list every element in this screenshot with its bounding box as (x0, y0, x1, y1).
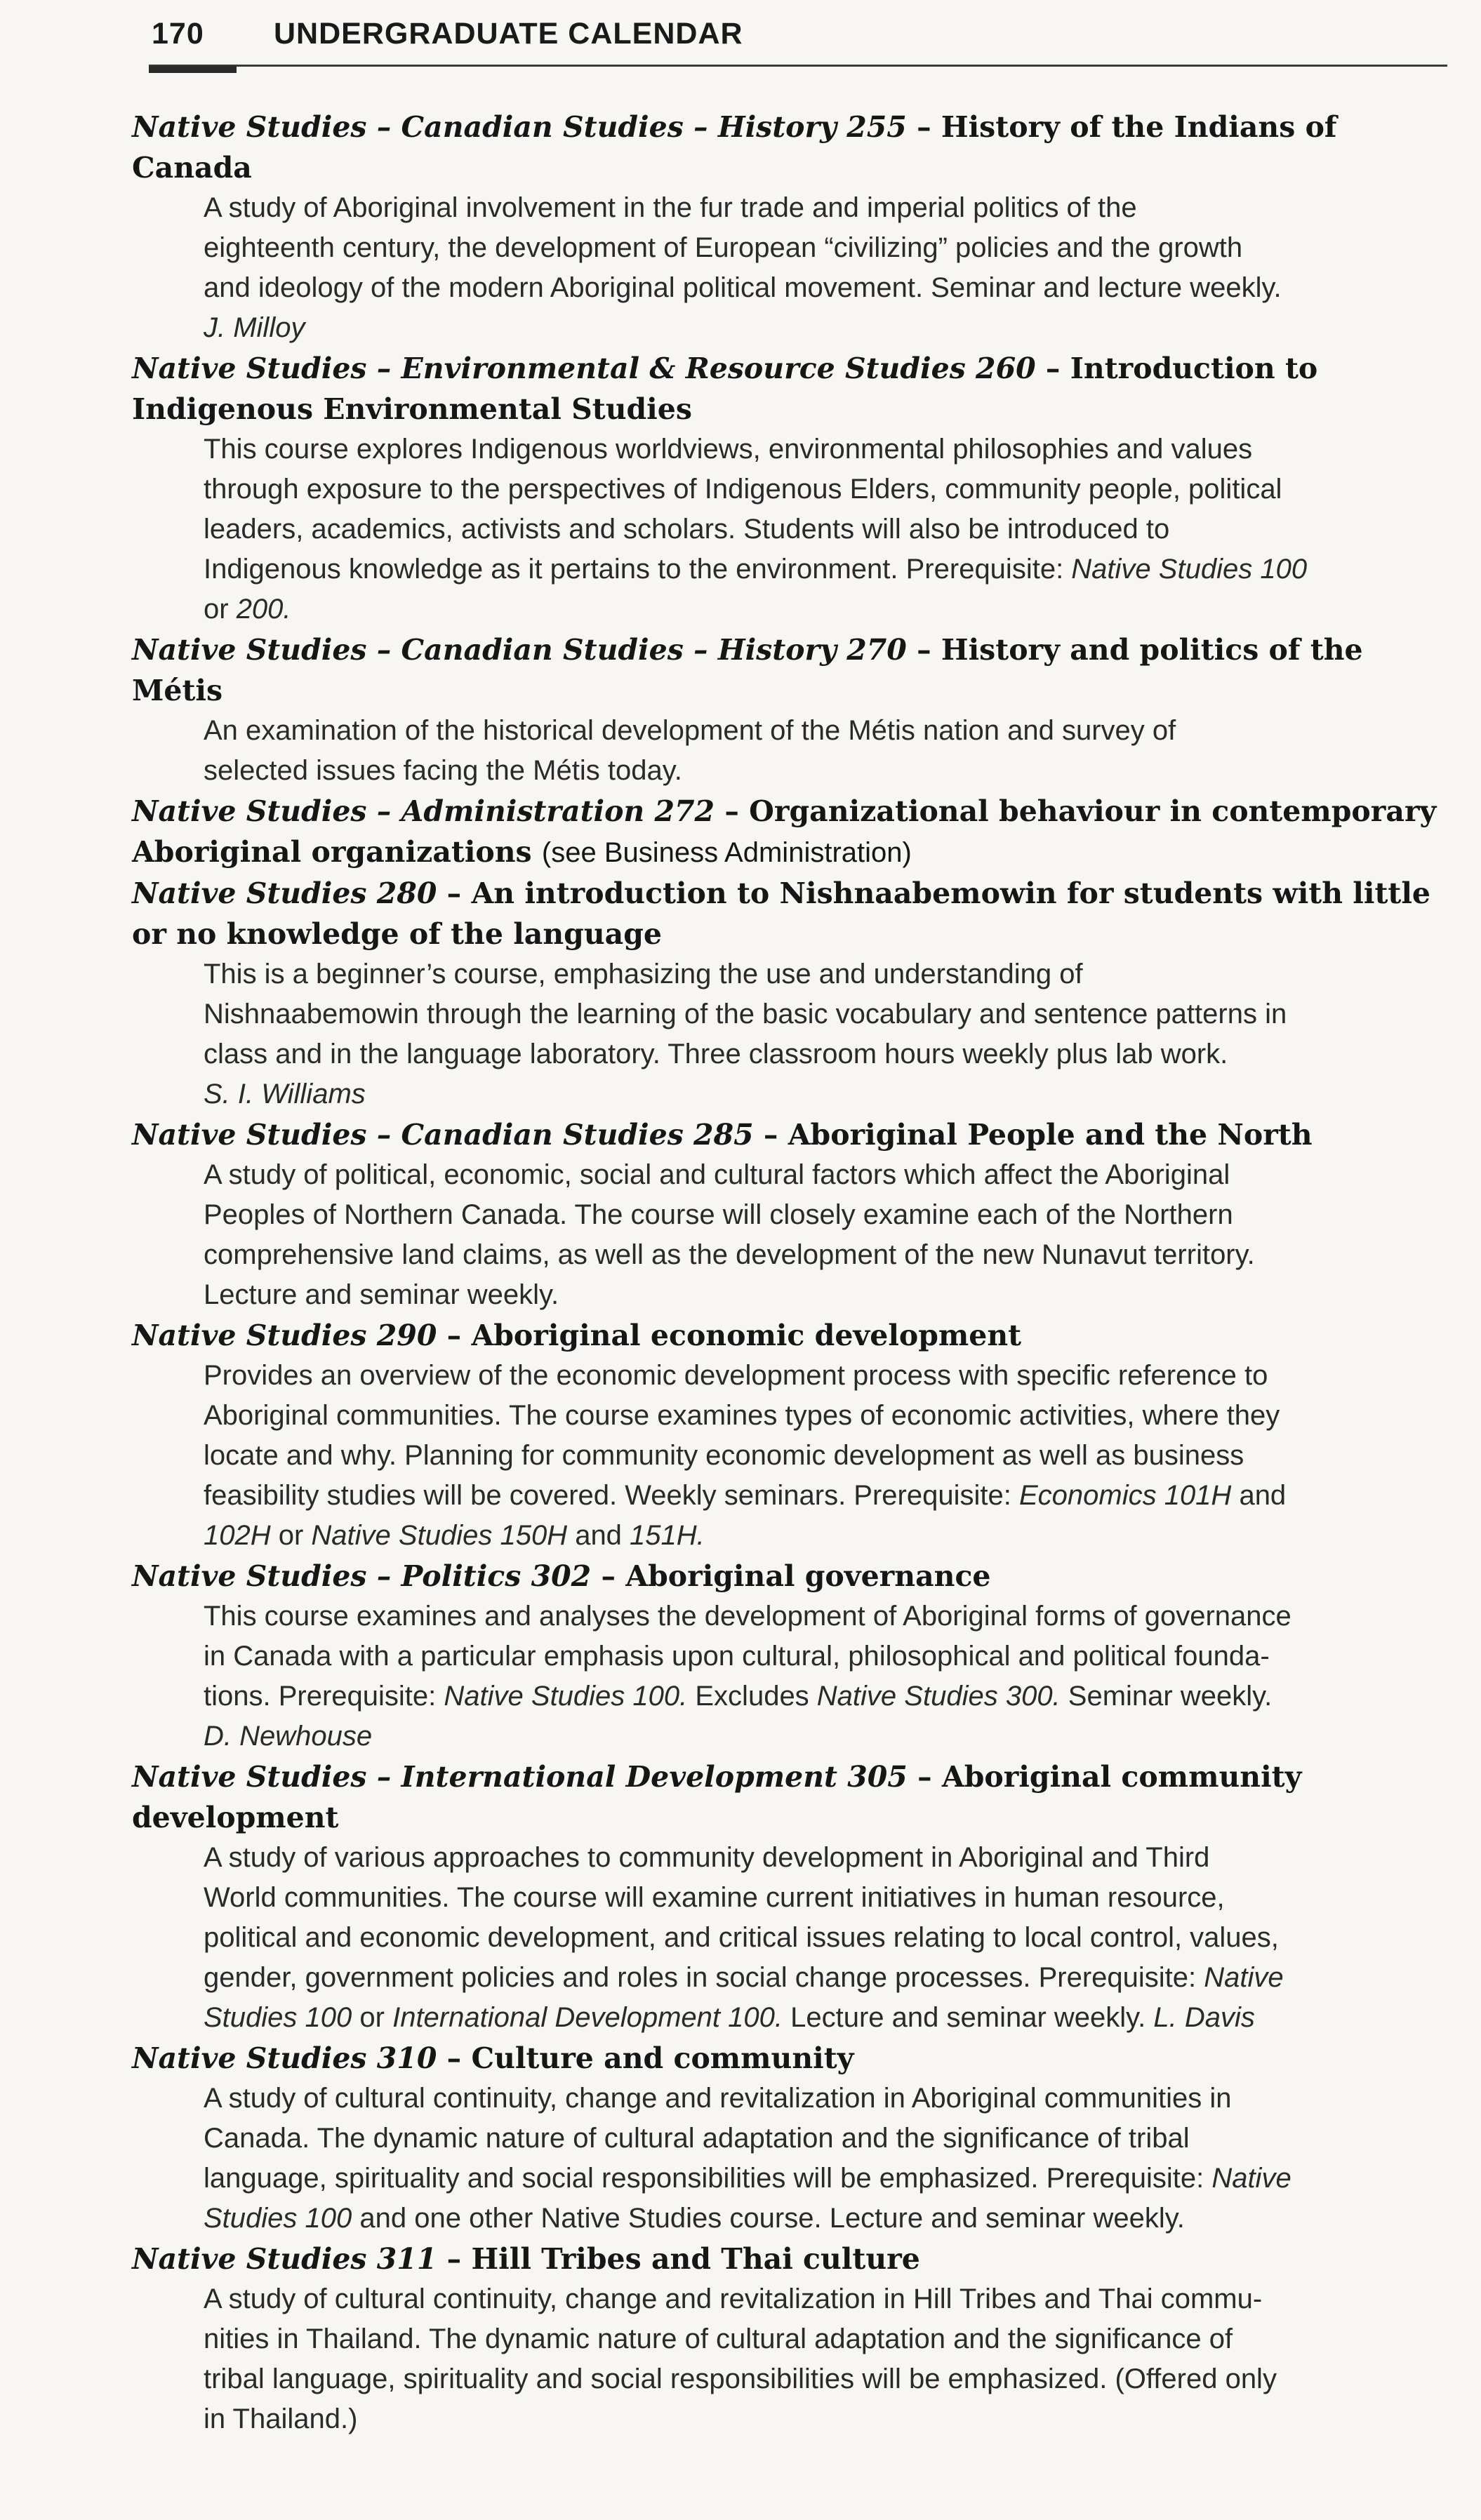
course-department: Native Studies – International Development 305 (132, 1760, 908, 1794)
course-prerequisite: Native Studies 100 (1071, 554, 1308, 585)
course-department: Native Studies – Canadian Studies 285 (132, 1118, 754, 1152)
course-exclusion: Native Studies 300. (816, 1681, 1061, 1712)
course-description-text: This course explores Indigenous worldviews, environmental philosophies and values through exposure to the perspectives of Indigenous Elders, community people, political leaders, academics, activists and scholars. Students will also be introduced to Indigenous knowledge as it pertains to the environment. Prerequisite: (204, 434, 1282, 585)
course-instructor: L. Davis (1153, 2002, 1255, 2033)
course-description (204, 1838, 1437, 2038)
course-description-text: A study of cultural continuity, change and revitalization in Hill Tribes and Thai commu- nities in Thailand. The dynamic nature of cultural adaptation and the significance of tribal language, spirituality and social responsibilities will be emphasized. (Offered only in Thailand.) (204, 2284, 1277, 2434)
course-heading: Native Studies 280 – An introduction to Nishnaabemowin for students with little or no knowledge of the language (132, 876, 1430, 951)
course-description-text: A study of political, economic, social and cultural factors which affect the Aboriginal Peoples of Northern Canada. The course will closely examine each of the Northern comprehensive land claims, as well as the development of the new Nunavut territory. Lecture and seminar weekly. (204, 1159, 1255, 1310)
course-heading: Native Studies 310 – Culture and community (132, 2041, 854, 2075)
course-instructor: D. Newhouse (204, 1721, 373, 1752)
header-rule-block (149, 66, 237, 73)
course-entry (132, 1315, 1437, 1556)
course-description (204, 954, 1437, 1114)
course-description-text: A study of cultural continuity, change and revitalization in Aboriginal communities in Canada. The dynamic nature of cultural adaptation and the significance of tribal language, spirituality and social responsibilities will be emphasized. Prerequisite: (204, 2083, 1232, 2194)
course-heading: Native Studies – Environmental & Resource Studies 260 – Introduction to Indigenous Environmental Studies (132, 352, 1318, 426)
course-description-text: This course examines and analyses the development of Aboriginal forms of governance in Canada with a particular emphasis upon cultural, philosophical and political founda- tions. Prerequisite: (204, 1601, 1291, 1712)
course-instructor: S. I. Williams (204, 1079, 366, 1109)
course-entry (132, 2038, 1437, 2239)
course-heading: Native Studies – Canadian Studies 285 – Aboriginal People and the North (132, 1118, 1313, 1152)
course-description (204, 188, 1437, 348)
course-heading: Native Studies – Administration 272 – Organizational behaviour in contemporary Aboriginal organizations (see Business Administration) (132, 794, 1437, 869)
course-description (204, 1596, 1437, 1756)
course-description-text: An examination of the historical development of the Métis nation and survey of selected issues facing the Métis today. (204, 715, 1176, 786)
course-department: Native Studies 290 (132, 1319, 437, 1352)
course-heading: Native Studies 311 – Hill Tribes and Thai culture (132, 2242, 920, 2276)
course-prerequisite: Native Studies 100. (444, 1681, 688, 1712)
course-heading: Native Studies 290 – Aboriginal economic development (132, 1319, 1022, 1352)
course-department: Native Studies 310 (132, 2041, 437, 2075)
course-entry (132, 1756, 1437, 2038)
course-description-text: Provides an overview of the economic development process with specific reference to Aboriginal communities. The course examines types of economic activities, where they locate and why. Planning for community economic development as well as business feasibility studies will be covered. Weekly seminars. Prerequisite: (204, 1360, 1280, 1511)
course-prerequisite: 151H. (630, 1520, 705, 1551)
course-title: Aboriginal People and the North (788, 1118, 1313, 1152)
header-rule (149, 65, 1447, 67)
course-instructor: J. Milloy (204, 312, 305, 343)
course-department: Native Studies – Canadian Studies – History 270 (132, 633, 907, 667)
course-description (204, 429, 1437, 629)
course-prerequisite: 200. (236, 594, 291, 625)
course-description (204, 2279, 1437, 2439)
course-title: Introduction to Indigenous Environmental Studies (132, 352, 1318, 426)
course-description-text: A study of Aboriginal involvement in the fur trade and imperial politics of the eighteenth century, the development of European “civilizing” policies and the growth and ideology of the modern Aboriginal political movement. Seminar and lecture weekly. (204, 192, 1282, 303)
course-note: (see Business Administration) (541, 837, 912, 868)
course-description (204, 1356, 1437, 1556)
course-department: Native Studies – Politics 302 (132, 1559, 592, 1593)
course-title: History and politics of the Métis (132, 633, 1363, 707)
course-entry (132, 1114, 1437, 1315)
course-description-text: or (204, 594, 229, 625)
course-department: Native Studies 280 (132, 876, 437, 910)
course-entry (132, 2239, 1437, 2439)
course-department: Native Studies – Environmental & Resource Studies 260 (132, 352, 1036, 385)
course-entry (132, 629, 1437, 791)
course-prerequisite: 102H (204, 1520, 271, 1551)
course-heading: Native Studies – Canadian Studies – History 255 – History of the Indians of Canada (132, 110, 1337, 185)
course-description-text: Seminar weekly. (1060, 1681, 1273, 1712)
course-title: Aboriginal governance (625, 1559, 991, 1593)
course-prerequisite: Economics 101H (1018, 1480, 1232, 1511)
course-title: History of the Indians of Canada (132, 110, 1337, 185)
course-description-text: or (270, 1520, 312, 1551)
course-prerequisite: Native Studies 150H (311, 1520, 568, 1551)
course-description-text: This is a beginner’s course, emphasizing the use and understanding of Nishnaabemowin through the learning of the basic vocabulary and sentence patterns in class and in the language laboratory. Three classroom hours weekly plus lab work. (204, 959, 1287, 1069)
course-description (204, 2079, 1437, 2239)
running-head: UNDERGRADUATE CALENDAR (274, 17, 743, 51)
course-title: Hill Tribes and Thai culture (471, 2242, 920, 2276)
course-description (204, 711, 1437, 791)
course-prerequisite: Native Studies 100 (204, 2163, 1291, 2234)
page-number: 170 (152, 17, 204, 51)
course-department: Native Studies – Canadian Studies – History 255 (132, 110, 907, 144)
course-department: Native Studies – Administration 272 (132, 794, 715, 828)
course-description-text: and (1239, 1480, 1287, 1511)
course-description-text: Excludes (687, 1681, 817, 1712)
course-title: Organizational behaviour in contemporary Aboriginal organizations (132, 794, 1437, 869)
course-description-text: Lecture and seminar weekly. (783, 2002, 1154, 2033)
course-description-text: and (567, 1520, 630, 1551)
page-header (149, 10, 1447, 66)
course-list (132, 107, 1437, 2439)
course-entry (132, 791, 1437, 873)
course-description-text: A study of various approaches to community development in Aboriginal and Third World communities. The course will examine current initiatives in human resource, political and economic development, and critical issues relating to local control, values, gender, government policies and roles in social change processes. Prerequisite: (204, 1842, 1279, 1993)
course-title: Aboriginal economic development (471, 1319, 1022, 1352)
course-title: An introduction to Nishnaabemowin for students with little or no knowledge of the language (132, 876, 1430, 951)
course-entry (132, 348, 1437, 629)
course-prerequisite: Native Studies 100 (204, 1962, 1284, 2033)
course-entry (132, 873, 1437, 1114)
course-heading: Native Studies – Politics 302 – Aboriginal governance (132, 1559, 991, 1593)
course-description-text: or (352, 2002, 393, 2033)
course-prerequisite: International Development 100. (392, 2002, 783, 2033)
course-description-text: and one other Native Studies course. Lecture and seminar weekly. (352, 2203, 1185, 2234)
course-title: Culture and community (471, 2041, 854, 2075)
course-entry (132, 107, 1437, 348)
course-entry (132, 1556, 1437, 1756)
course-title: Aboriginal community development (132, 1760, 1302, 1834)
course-description (204, 1155, 1437, 1315)
course-heading: Native Studies – International Development 305 – Aboriginal community development (132, 1760, 1302, 1834)
course-heading: Native Studies – Canadian Studies – History 270 – History and politics of the Métis (132, 633, 1363, 707)
course-department: Native Studies 311 (132, 2242, 437, 2276)
